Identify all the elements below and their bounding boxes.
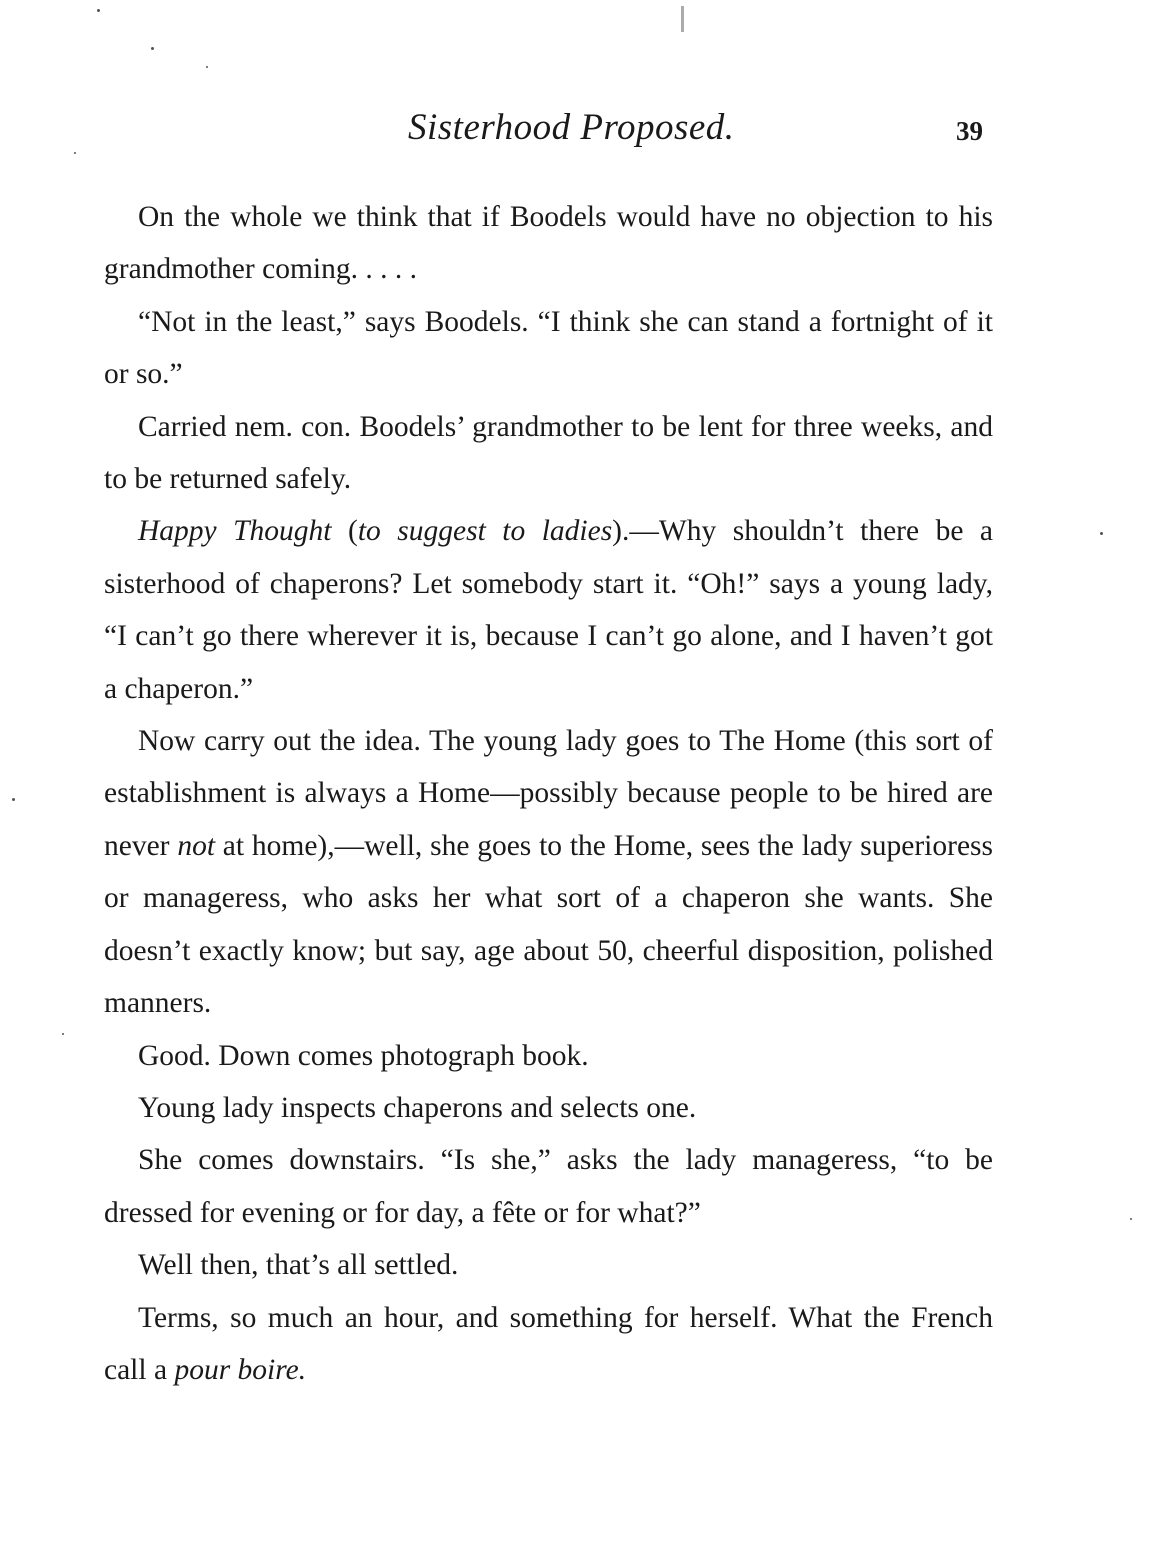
scan-speck xyxy=(12,798,15,801)
paragraph-text: Well then, that’s all settled. xyxy=(138,1249,459,1282)
italic-text: not xyxy=(177,829,216,862)
scan-speck xyxy=(206,66,208,68)
paragraph-text: Young lady inspects chaperons and selects one. xyxy=(138,1091,697,1124)
paragraph xyxy=(104,1030,993,1082)
scan-speck xyxy=(62,1033,64,1035)
body-text xyxy=(104,191,993,1396)
paragraph-text: ( xyxy=(331,515,358,548)
paragraph-text: “Not in the least,” says Boodels. “I think she can stand a fortnight of it or so.” xyxy=(104,305,993,391)
paragraph-text: ).—Why shouldn’t there be a sisterhood of chaperons? Let somebody start it. “Oh!” says a young lady, “I can’t go there wherever it is, because I can’t go alone, and I haven’t got a chaperon.” xyxy=(104,515,994,705)
page-number: 39 xyxy=(956,116,983,146)
paragraph-text: Now carry out the idea. The young lady goes to The Home (this sort of establishment is always a Home—possibly because people to be hired are never xyxy=(104,725,993,862)
paragraph xyxy=(104,505,993,715)
paragraph-text: at home),—well, she goes to the Home, sees the lady superioress or manageress, who asks her what sort of a chaperon she wants. She doesn’t exactly know; but say, age about 50, cheerful disposition, polished manners. xyxy=(104,829,993,1020)
scan-speck xyxy=(151,47,154,50)
scan-speck xyxy=(97,9,100,12)
paragraph xyxy=(104,1082,993,1134)
page-header xyxy=(0,106,1157,156)
italic-text: pour boire. xyxy=(174,1353,307,1386)
paragraph-text: She comes downstairs. “Is she,” asks the lady manageress, “to be dressed for evening or for day, a fête or for what?” xyxy=(104,1144,993,1229)
paragraph-text: Carried nem. con. Boodels’ grandmother to be lent for three weeks, and to be returned safely. xyxy=(104,410,993,496)
scan-mark xyxy=(681,6,684,32)
paragraph-text: On the whole we think that if Boodels would have no objection to his grandmother coming. . . . . xyxy=(104,201,993,286)
paragraph xyxy=(104,191,993,296)
italic-text: Happy Thought xyxy=(138,515,332,548)
paragraph xyxy=(104,1239,993,1291)
italic-text: to suggest to ladies xyxy=(357,515,613,548)
paragraph xyxy=(104,1134,993,1239)
paragraph xyxy=(104,1292,993,1397)
scan-speck xyxy=(1130,1218,1132,1220)
running-title: Sisterhood Proposed. xyxy=(408,107,735,148)
paragraph-text: Good. Down comes photograph book. xyxy=(138,1039,589,1072)
paragraph xyxy=(104,715,993,1029)
paragraph xyxy=(104,296,993,401)
scan-speck xyxy=(1100,532,1103,535)
paragraph-text: Terms, so much an hour, and something for herself. What the French call a xyxy=(104,1301,993,1386)
paragraph xyxy=(104,401,993,506)
